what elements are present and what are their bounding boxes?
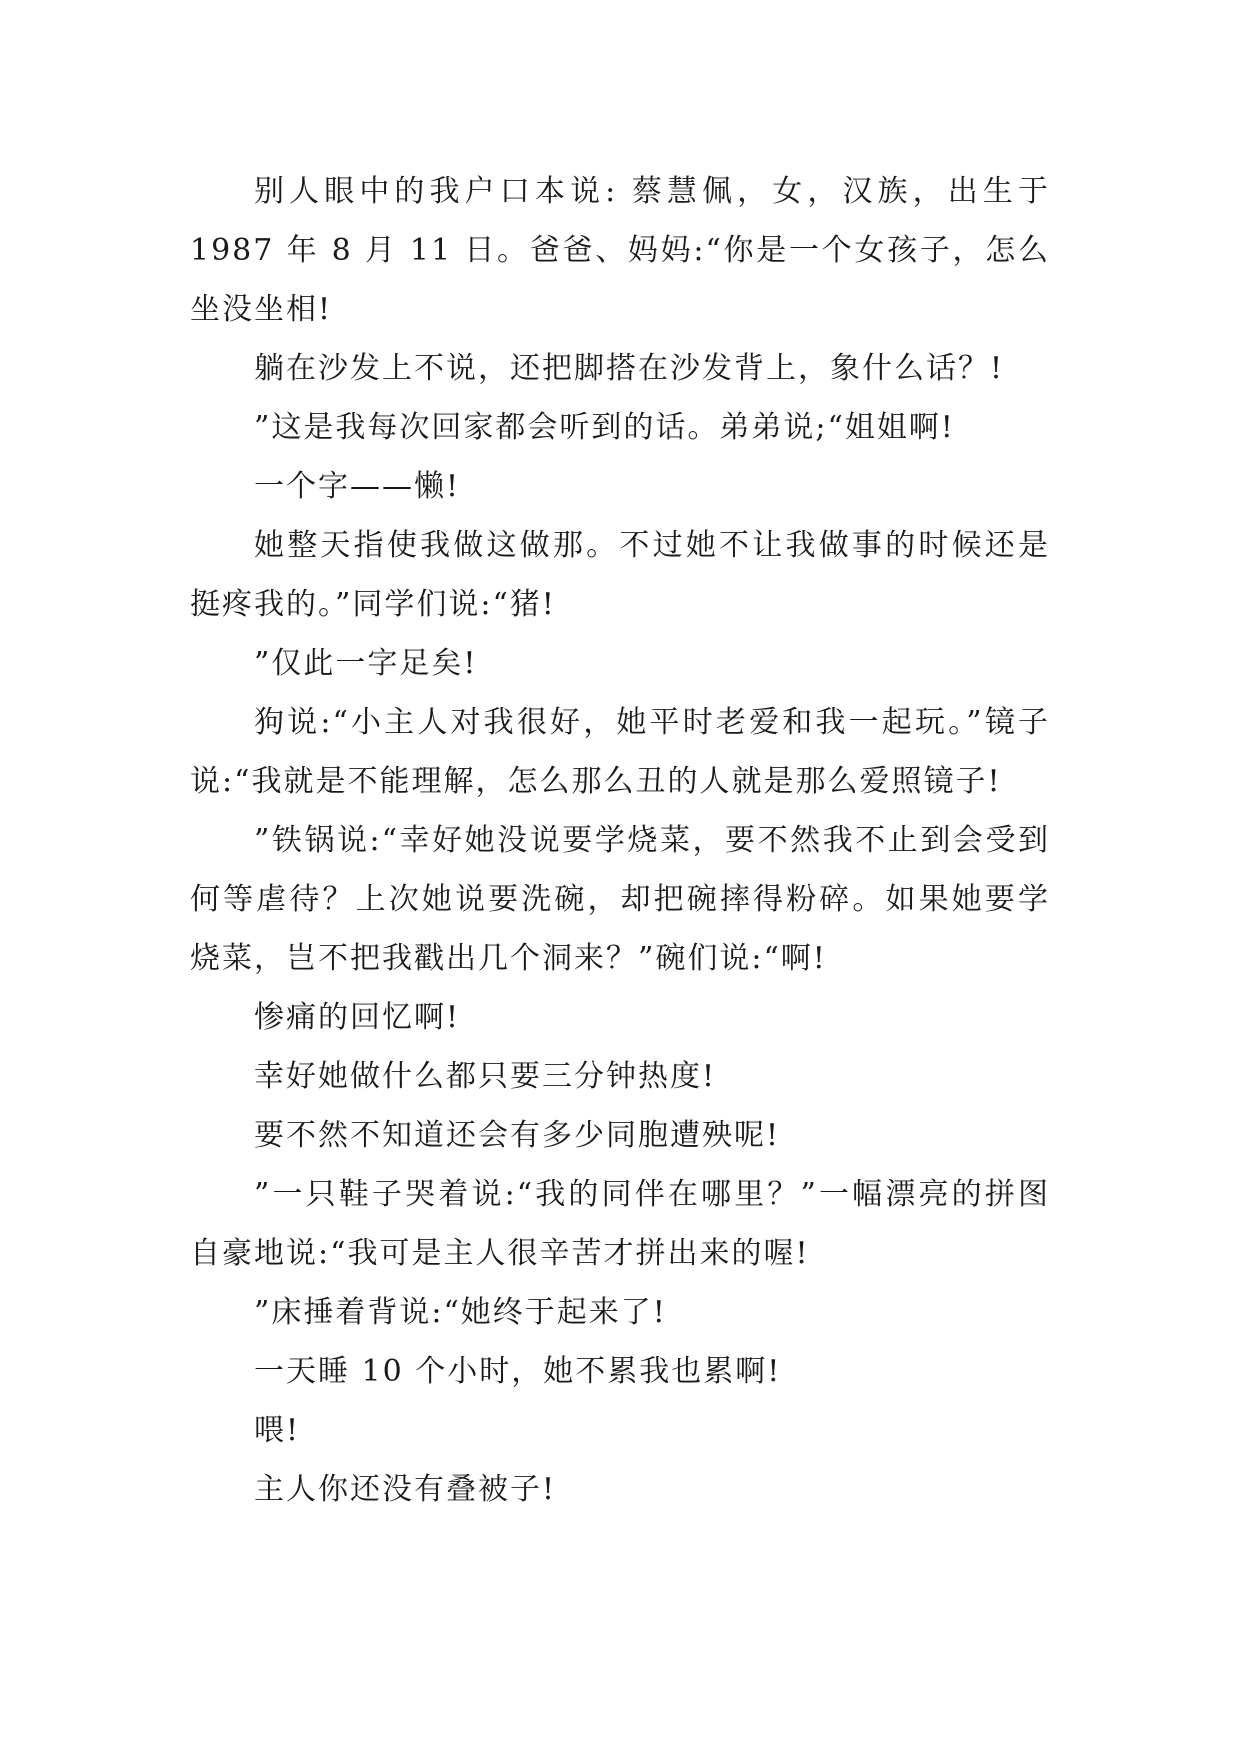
paragraph: ”铁锅说:“幸好她没说要学烧菜，要不然我不止到会受到何等虐待？上次她说要洗碗，却把碗摔得粉碎。如果她要学烧菜，岂不把我戳出几个洞来？”碗们说:“啊! — [190, 823, 1050, 976]
paragraph: ”床捶着背说:“她终于起来了! — [254, 1295, 667, 1330]
paragraph: 主人你还没有叠被子! — [254, 1472, 557, 1507]
paragraph: 幸好她做什么都只要三分钟热度! — [254, 1059, 717, 1094]
paragraph: 躺在沙发上不说，还把脚搭在沙发背上，象什么话？! — [254, 351, 1005, 386]
paragraph: 别人眼中的我户口本说: 蔡慧佩，女，汉族，出生于 1987 年 8 月 11 日。爸爸、妈妈:“你是一个女孩子，怎么坐没坐相! — [190, 174, 1050, 327]
document-body — [190, 162, 1050, 1519]
paragraph: 她整天指使我做这做那。不过她不让我做事的时候还是挺疼我的。”同学们说:“猪! — [190, 528, 1050, 622]
paragraph: 喂! — [254, 1413, 301, 1448]
paragraph: 一天睡 10 个小时，她不累我也累啊! — [254, 1354, 782, 1389]
paragraph: 惨痛的回忆啊! — [254, 1000, 461, 1035]
paragraph: 一个字——懒! — [254, 469, 461, 504]
paragraph: ”这是我每次回家都会听到的话。弟弟说;“姐姐啊! — [254, 410, 955, 445]
paragraph: ”仅此一字足矣! — [254, 646, 478, 681]
paragraph: 狗说:“小主人对我很好，她平时老爱和我一起玩。”镜子说:“我就是不能理解，怎么那么丑的人就是那么爱照镜子! — [190, 705, 1050, 799]
paragraph: ”一只鞋子哭着说:“我的同伴在哪里？”一幅漂亮的拼图自豪地说:“我可是主人很辛苦才拼出来的喔! — [190, 1177, 1050, 1271]
paragraph: 要不然不知道还会有多少同胞遭殃呢! — [254, 1118, 781, 1153]
